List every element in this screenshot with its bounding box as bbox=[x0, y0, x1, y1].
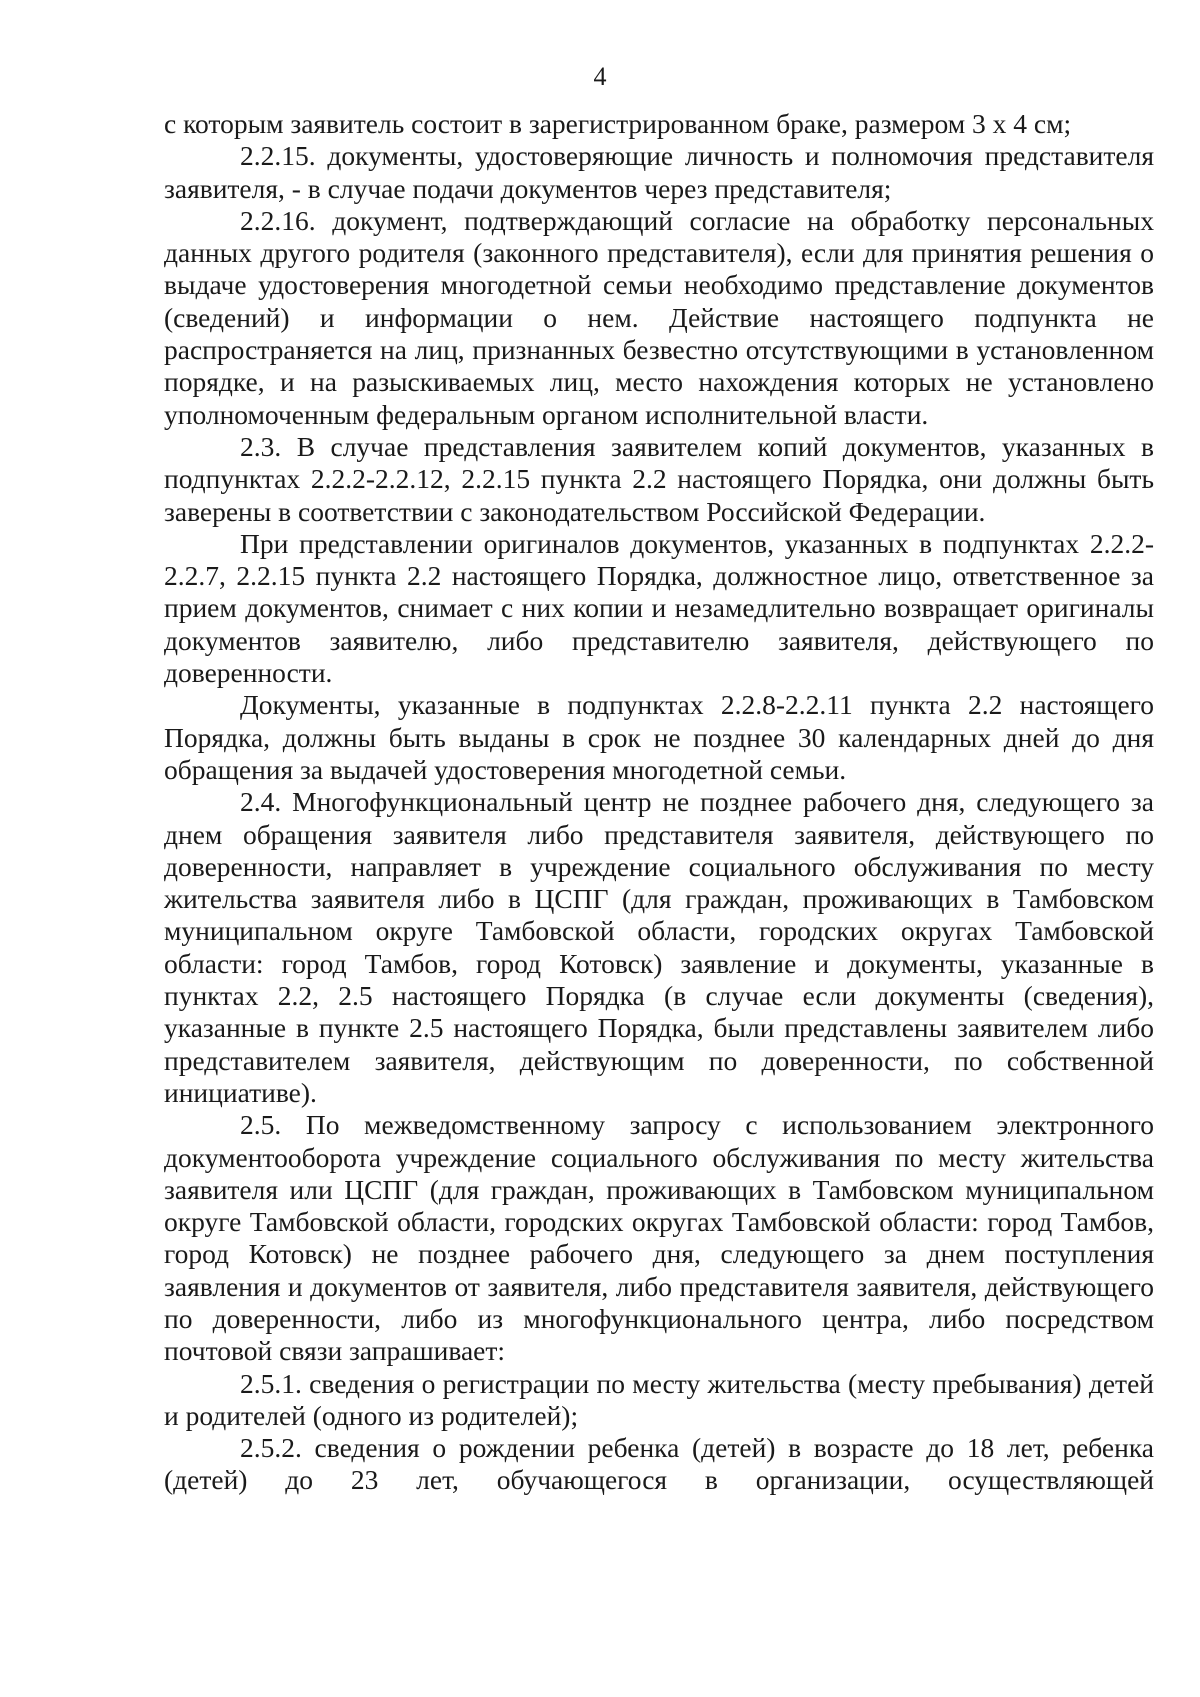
page-number: 4 bbox=[593, 62, 607, 91]
document-body bbox=[164, 108, 1154, 1497]
paragraph-2: 2.2.15. документы, удостоверяющие личность и полномочия представителя заявителя, - в случае подачи документов через представителя; bbox=[164, 140, 1154, 204]
paragraph-4: 2.3. В случае представления заявителем копий документов, указанных в подпунктах 2.2.2-2.2.12, 2.2.15 пункта 2.2 настоящего Порядка, они должны быть заверены в соответствии с законодательством Российской Федерации. bbox=[164, 430, 1154, 527]
paragraph-1: с которым заявитель состоит в зарегистрированном браке, размером 3 х 4 см; bbox=[164, 108, 1072, 139]
paragraph-9: 2.5.1. сведения о регистрации по месту жительства (месту пребывания) детей и родителей (одного из родителей); bbox=[164, 1367, 1154, 1431]
paragraph-3: 2.2.16. документ, подтверждающий согласие на обработку персональных данных другого родителя (законного представителя), если для принятия решения о выдаче удостоверения многодетной семьи необходимо представление документов (сведений) и информации о нем. Действие настоящего подпункта не распространяется на лиц, признанных безвестно отсутствующими в установленном порядке, и на разыскиваемых лиц, место нахождения которых не установлено уполномоченным федеральным органом исполнительной власти. bbox=[164, 204, 1154, 430]
paragraph-10: 2.5.2. сведения о рождении ребенка (детей) в возрасте до 18 лет, ребенка (детей) до 23 лет, обучающегося в организации, осуществляющей bbox=[164, 1432, 1154, 1496]
paragraph-8: 2.5. По межведомственному запросу с использованием электронного документооборота учреждение социального обслуживания по месту жительства заявителя или ЦСПГ (для граждан, проживающих в Тамбовском муниципальном округе Тамбовской области, городских округах Тамбовской области: город Тамбов, город Котовск) не позднее рабочего дня, следующего за днем поступления заявления и документов от заявителя, либо представителя заявителя, действующего по доверенности, либо из многофункционального центра, либо посредством почтовой связи запрашивает: bbox=[164, 1109, 1154, 1367]
paragraph-7: 2.4. Многофункциональный центр не позднее рабочего дня, следующего за днем обращения заявителя либо представителя заявителя, действующего по доверенности, направляет в учреждение социального обслуживания по месту жительства заявителя либо в ЦСПГ (для граждан, проживающих в Тамбовском муниципальном округе Тамбовской области, городских округах Тамбовской области: город Тамбов, город Котовск) заявление и документы, указанные в пунктах 2.2, 2.5 настоящего Порядка (в случае если документы (сведения), указанные в пункте 2.5 настоящего Порядка, были представлены заявителем либо представителем заявителя, действующим по доверенности, по собственной инициативе). bbox=[164, 786, 1154, 1108]
paragraph-5: При представлении оригиналов документов, указанных в подпунктах 2.2.2-2.2.7, 2.2.15 пункта 2.2 настоящего Порядка, должностное лицо, ответственное за прием документов, снимает с них копии и незамедлительно возвращает оригиналы документов заявителю, либо представителю заявителя, действующего по доверенности. bbox=[164, 527, 1154, 689]
paragraph-6: Документы, указанные в подпунктах 2.2.8-2.2.11 пункта 2.2 настоящего Порядка, должны быть выданы в срок не позднее 30 календарных дней до дня обращения за выдачей удостоверения многодетной семьи. bbox=[164, 689, 1154, 785]
